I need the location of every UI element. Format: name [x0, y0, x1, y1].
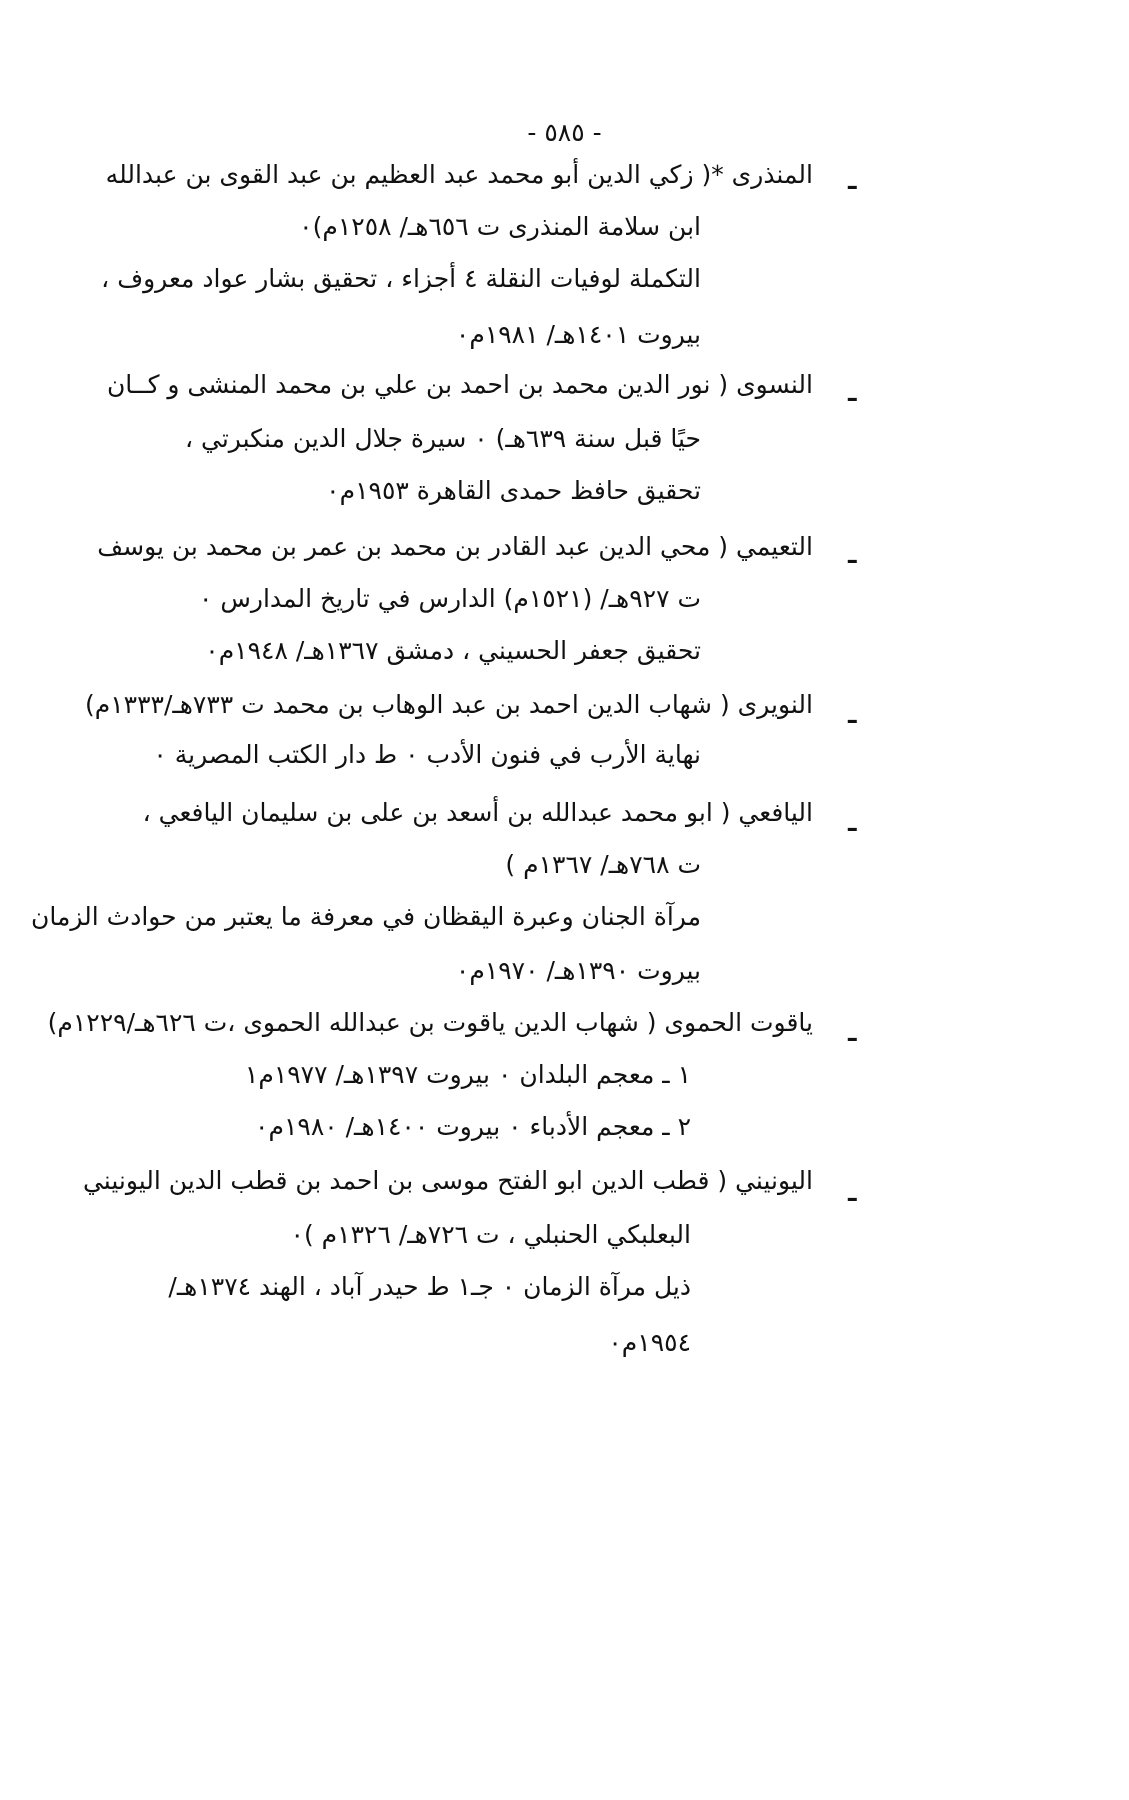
entry-dash: ـ: [848, 378, 857, 407]
entry-continuation-line: نهاية الأرب في فنون الأدب ٠ ط دار الكتب المصرية ٠: [153, 740, 701, 769]
page-number: - ٥٨٥ -: [527, 118, 602, 147]
entry-continuation-line: البعلبكي الحنبلي ، ت ٧٢٦هـ/ ١٣٢٦م )٠: [290, 1220, 691, 1249]
entry-continuation-line: ١٩٥٤م٠: [608, 1328, 691, 1357]
entry-continuation-line: ابن سلامة المنذرى ت ٦٥٦هـ/ ١٢٥٨م)٠: [299, 212, 701, 241]
entry-continuation-line: ٢ ـ معجم الأدباء ٠ بيروت ١٤٠٠هـ/ ١٩٨٠م٠: [255, 1112, 691, 1141]
entry-dash: ـ: [848, 540, 857, 569]
entry-heading-line: النسوى ( نور الدين محمد بن احمد بن علي بن محمد المنشى و كــان: [106, 370, 813, 399]
entry-continuation-line: ت ٧٦٨هـ/ ١٣٦٧م ): [505, 850, 701, 879]
entry-dash: ـ: [848, 1018, 857, 1047]
entry-dash: ـ: [848, 166, 857, 195]
entry-heading-line: ياقوت الحموى ( شهاب الدين ياقوت بن عبدالله الحموى ،ت ٦٢٦هـ/١٢٢٩م): [47, 1008, 813, 1037]
entry-heading-line: التعيمي ( محي الدين عبد القادر بن محمد بن عمر بن محمد بن يوسف: [97, 532, 813, 561]
entry-continuation-line: ت ٩٢٧هـ/ (١٥٢١م) الدارس في تاريخ المدارس ٠: [199, 584, 701, 613]
entry-continuation-line: تحقيق جعفر الحسيني ، دمشق ١٣٦٧هـ/ ١٩٤٨م٠: [205, 636, 701, 665]
entry-continuation-line: ١ ـ معجم البلدان ٠ بيروت ١٣٩٧هـ/ ١٩٧٧م١: [244, 1060, 691, 1089]
entry-dash: ـ: [848, 700, 857, 729]
entry-continuation-line: حيًا قبل سنة ٦٣٩هـ) ٠ سيرة جلال الدين منكبرتي ،: [184, 424, 701, 453]
entry-continuation-line: ذيل مرآة الزمان ٠ جـ١ ط حيدر آباد ، الهند ١٣٧٤هـ/: [168, 1272, 691, 1301]
entry-heading-line: المنذرى *( زكي الدين أبو محمد عبد العظيم بن عبد القوى بن عبدالله: [105, 160, 813, 189]
entry-continuation-line: التكملة لوفيات النقلة ٤ أجزاء ، تحقيق بشار عواد معروف ،: [101, 264, 701, 293]
entry-heading-line: النويرى ( شهاب الدين احمد بن عبد الوهاب بن محمد ت ٧٣٣هـ/١٣٣٣م): [85, 690, 813, 719]
entry-continuation-line: مرآة الجنان وعبرة اليقظان في معرفة ما يعتبر من حوادث الزمان: [30, 902, 701, 931]
entry-dash: ـ: [848, 808, 857, 837]
entry-heading-line: اليافعي ( ابو محمد عبدالله بن أسعد بن على بن سليمان اليافعي ،: [142, 798, 813, 827]
entry-dash: ـ: [848, 1178, 857, 1207]
entry-heading-line: اليونيني ( قطب الدين ابو الفتح موسى بن احمد بن قطب الدين اليونيني: [82, 1166, 813, 1195]
entry-continuation-line: بيروت ١٣٩٠هـ/ ١٩٧٠م٠: [455, 956, 701, 985]
entry-continuation-line: بيروت ١٤٠١هـ/ ١٩٨١م٠: [455, 320, 701, 349]
entry-continuation-line: تحقيق حافظ حمدى القاهرة ١٩٥٣م٠: [326, 476, 701, 505]
